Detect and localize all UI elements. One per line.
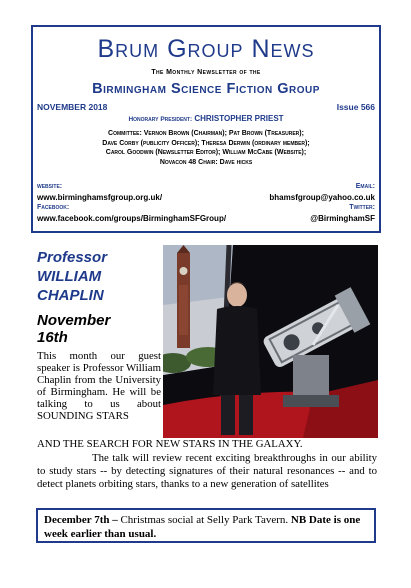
committee-line: Committee: Vernon Brown (Chairman); Pat Brown (Treasurer);	[108, 130, 304, 137]
twitter-label: Twitter:	[349, 204, 375, 211]
speaker-title	[37, 248, 107, 305]
committee-line: Dave Corby (publicity Officer); Theresa Derwin (ordinary member);	[102, 139, 310, 147]
facebook-link[interactable]: www.facebook.com/groups/BirminghamSFGroup/	[37, 214, 227, 223]
feature-intro: This month our guest speaker is Professor William Chaplin from the University of Birmingham. He will be talking to us about SOUNDING STARS	[37, 350, 161, 422]
committee-line: Novacon 48 Chair: Dave hicks	[159, 158, 253, 166]
issue-date: NOVEMBER 2018	[37, 102, 108, 112]
speaker-title-line: CHAPLIN	[37, 287, 104, 304]
speaker-title-line: Professor	[37, 249, 108, 266]
talk-date	[37, 312, 110, 346]
president-name: CHRISTOPHER PRIEST	[194, 114, 284, 123]
notice-date: December 7th –	[44, 514, 118, 526]
masthead-box	[31, 25, 381, 233]
notice-emphasis: NB Date is one week earlier than usual.	[44, 514, 361, 540]
talk-date-line: 16th	[37, 329, 68, 346]
feature-body: The talk will review recent exciting breakthroughs in our ability to study stars -- by detecting signatures of their natural resonances -- and to detect planets orbiting stars, thanks to a new generation of satellites	[37, 452, 377, 490]
website-label: website:	[37, 183, 63, 190]
email-link[interactable]: bhamsfgroup@yahoo.co.uk	[269, 193, 375, 202]
email-label: Email:	[355, 183, 375, 190]
facebook-label: Facebook:	[37, 204, 70, 211]
issue-number: Issue 566	[336, 102, 375, 112]
twitter-handle[interactable]: @BirminghamSF	[310, 214, 375, 223]
honorary-president	[33, 114, 379, 123]
feature-intro-tail: AND THE SEARCH FOR NEW STARS IN THE GALAXY.	[37, 438, 303, 450]
telescope-scene-illustration	[163, 245, 378, 438]
committee-line: Carol Goodwin (Newsletter Editor); William McCabe (Website);	[105, 149, 307, 156]
president-label: Honorary President:	[128, 116, 193, 123]
christmas-notice	[36, 508, 376, 543]
speaker-title-line: WILLIAM	[37, 268, 102, 285]
newsletter-title: Brum Group News	[97, 35, 315, 63]
newsletter-tagline: The Monthly Newsletter of the	[151, 69, 261, 76]
speaker-photo	[163, 245, 378, 438]
society-name: Birmingham Science Fiction Group	[92, 81, 320, 97]
website-link[interactable]: www.birminghamsfgroup.org.uk/	[37, 193, 163, 202]
notice-text: Christmas social at Selly Park Tavern.	[117, 514, 291, 526]
committee-list	[35, 129, 377, 167]
talk-date-line: November	[37, 312, 111, 329]
